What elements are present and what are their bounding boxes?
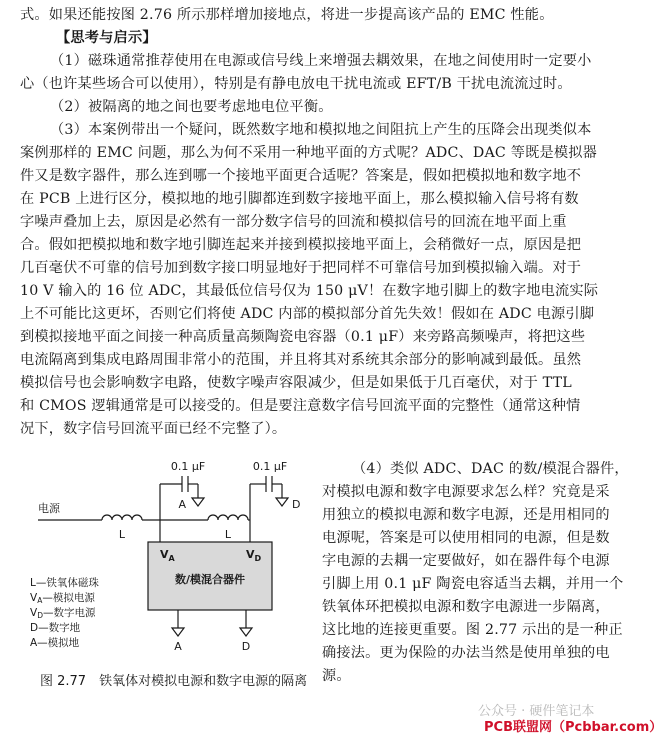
legend-item: D—数字地 [30,622,81,634]
paragraph-line: 件又是数字器件，那么连到哪一个接地平面更合适呢？答案是，假如把模拟地和数字地不 [20,168,582,184]
paragraph-line: 确接法。更为保险的办法当然是使用单独的电 [322,645,610,661]
paragraph-line: 对模拟电源和数字电源要求怎么样？究竟是采 [322,484,610,500]
paragraph-line: 电流隔离到集成电路周围非常小的范围，并且将其对系统其余部分的影响减到最低。虽然 [20,352,582,368]
ground-label: A [178,498,186,511]
section-heading: 【思考与启示】 [56,30,157,46]
paragraph-line: 字噪声叠加上去，原因是必然有一部分数字信号的回流和模拟信号的回流在地平面上重 [20,214,567,230]
ground-symbol [172,628,184,636]
ferrite-bead-symbol [102,515,142,520]
ground-symbol [240,628,252,636]
site-watermark: PCB联盟网（Pcbbar.com） [484,720,663,735]
legend-item: VA—模拟电源 [30,592,95,605]
ferrite-bead-symbol [208,515,248,520]
paragraph-line: 心（也许某些场合可以使用），特别是有静电放电干扰电流或 EFT/B 干扰电流流过时。 [20,76,572,92]
pin-label-vd: $V_D$ [246,548,262,563]
inductor-label: L [224,528,232,541]
circuit-figure [28,458,318,668]
paragraph-line: 到模拟接地平面之间接一种高质量高频陶瓷电容器（0.1 μF）来旁路高频噪声，将把这些 [20,329,586,345]
legend-item: VD—数字电源 [30,607,96,620]
paragraph-line: （3）本案例带出一个疑问，既然数字地和模拟地之间阻抗上产生的压降会出现类似本 [50,122,592,138]
paragraph-line: 案例那样的 EMC 问题，那么为何不采用一种地平面的方式呢？ADC、DAC 等既是模拟器 [20,145,598,161]
paragraph-line: （4）类似 ADC、DAC 的数/模混合器件， [352,461,629,477]
inductor-label: L [118,528,126,541]
paragraph-line: 10 V 输入的 16 位 ADC，其最低位信号仅为 150 μV！在数字地引脚上的数字地电流实际 [20,283,599,299]
paragraph-line: 几百毫伏不可靠的信号加到数字接口明显地好于把同样不可靠信号加到模拟输入端。对于 [20,260,582,276]
ground-label: D [292,498,301,511]
paragraph-line: 况下，数字信号回流平面已经不完整了）。 [20,421,287,437]
paragraph-line: （2）被隔离的地之间也要考虑地电位平衡。 [50,99,333,115]
ground-symbol [192,498,204,506]
paragraph-line: 字电源的去耦一定要做好，如在器件每个电源 [322,553,610,569]
capacitor-label: 0.1 μF [252,460,288,473]
paragraph-line: 式。如果还能按图 2.76 所示那样增加接地点，将进一步提高该产品的 EMC 性能。 [20,7,554,23]
chip-label: 数/模混合器件 [174,573,246,586]
paragraph-line: 源。 [322,668,351,684]
power-label: 电源 [38,502,60,515]
legend-item: L—铁氧体磁珠 [30,577,99,589]
paragraph-line: 引脚上用 0.1 μF 陶瓷电容适当去耦，并用一个 [322,576,624,592]
paragraph-line: 铁氧体环把模拟电源和数字电源进一步隔离， [322,599,610,615]
paragraph-line: 电源呢，答案是可以使用相同的电源，但是数 [322,530,610,546]
capacitor-label: 0.1 μF [170,460,206,473]
legend-item: A—模拟地 [30,637,80,649]
paragraph-line: （1）磁珠通常推荐使用在电源或信号线上来增强去耦效果，在地之间使用时一定要小 [50,53,592,69]
paragraph-line: 上不可能比这更坏，否则它们将使 ADC 内部的模拟部分首先失效！假如在 ADC 电源引脚 [20,306,595,322]
ground-label: A [174,640,182,653]
pin-label-va: $V_A$ [160,548,175,563]
ground-label: D [241,640,251,653]
paragraph-line: 用独立的模拟电源和数字电源，还是用相同的 [322,507,610,523]
wechat-watermark: 公众号 · 硬件笔记本 [478,704,595,719]
capacitor-symbol [250,476,282,514]
circuit-diagram [28,458,318,668]
paragraph-line: 这比地的连接更重要。图 2.77 示出的是一种正 [322,622,623,638]
figure-caption: 图 2.77 铁氧体对模拟电源和数字电源的隔离 [40,674,308,689]
paragraph-line: 和 CMOS 逻辑通常是可以接受的。但是要注意数字信号回流平面的完整性（通常这种情 [20,398,581,414]
paragraph-line: 在 PCB 上进行区分，模拟地的地引脚都连到数字接地平面上，那么模拟输入信号将有数 [20,191,579,207]
paragraph-line: 合。假如把模拟地和数字地引脚连起来并接到模拟接地平面上，会稍微好一点，原因是把 [20,237,582,253]
ground-symbol [276,498,288,506]
paragraph-line: 模拟信号也会影响数字电路，使数字噪声容限减少，但是如果低于几百毫伏，对于 TTL [20,375,572,391]
